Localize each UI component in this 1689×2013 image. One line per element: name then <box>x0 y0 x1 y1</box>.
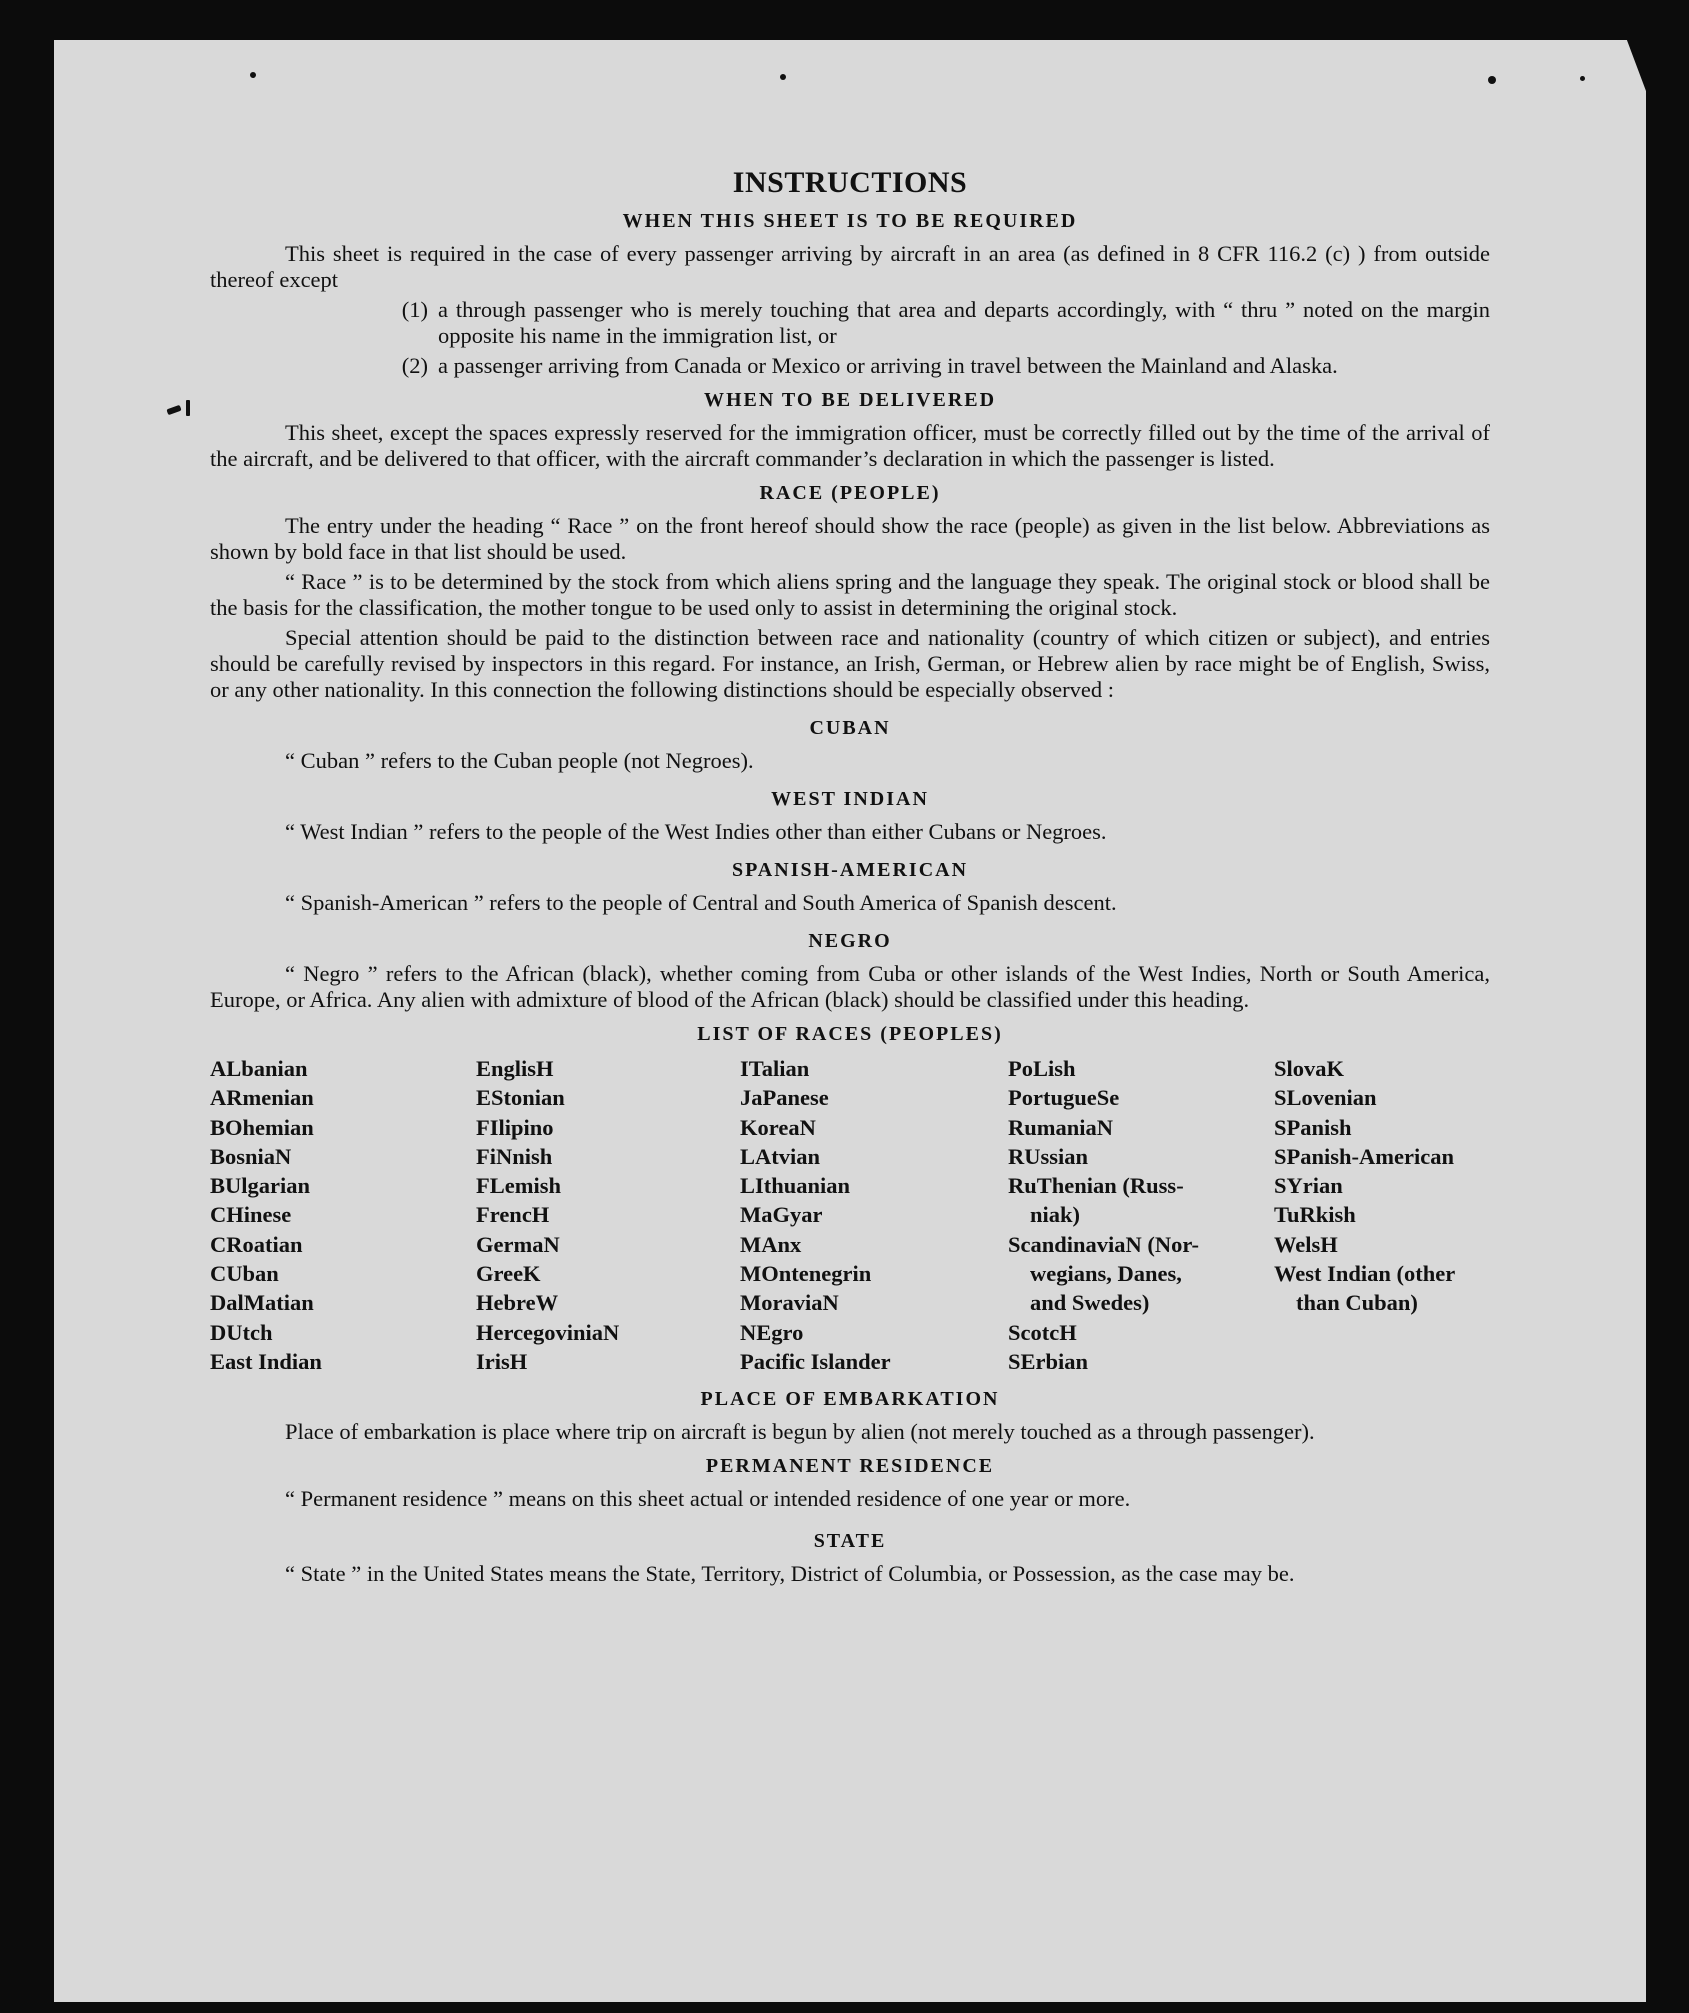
race-entry: MOntenegrin <box>740 1261 872 1287</box>
race-entry: CRoatian <box>210 1231 303 1257</box>
race-entry: BOhemian <box>210 1114 314 1140</box>
section-heading-cuban: CUBAN <box>809 717 891 739</box>
section-heading-when-required: WHEN THIS SHEET IS TO BE REQUIRED <box>622 210 1078 232</box>
races-column <box>210 1054 476 1376</box>
section-heading-permanent-residence: PERMANENT RESIDENCE <box>705 1455 995 1478</box>
paragraph: Special attention should be paid to the distinction between race and nationality (country of which citizen or subject), and entries should be carefully revised by inspectors in this regard. For instance, an Irish, German, or Hebrew alien by race might be of English, Swiss, or any other nationality. In this connection the following distinctions should be especially observed : <box>210 625 1490 702</box>
item-number: (1) <box>401 297 428 322</box>
paragraph: This sheet, except the spaces expressly reserved for the immigration officer, must be correctly filled out by the time of the arrival of the aircraft, and be delivered to that officer, with the aircraft commander’s declaration in which the passenger is listed. <box>210 420 1490 471</box>
section-heading-list-of-races: LIST OF RACES (PEOPLES) <box>697 1023 1003 1045</box>
races-column <box>1274 1054 1490 1376</box>
race-entry: West Indian (other <box>1274 1261 1456 1287</box>
paragraph: “ State ” in the United States means the State, Territory, District of Columbia, or Possession, as the case may be. <box>285 1561 1295 1587</box>
race-entry: FrencH <box>476 1202 550 1228</box>
speck-mark <box>780 74 786 80</box>
race-entry: HercegoviniaN <box>476 1319 620 1345</box>
section-heading-when-delivered: WHEN TO BE DELIVERED <box>703 389 997 411</box>
races-column <box>740 1054 1008 1376</box>
race-entry: SLovenian <box>1274 1085 1377 1111</box>
instructions-content <box>210 166 1490 1587</box>
race-entry: CHinese <box>210 1202 292 1228</box>
races-column <box>476 1054 740 1376</box>
speck-mark <box>250 72 256 78</box>
paragraph: “ Negro ” refers to the African (black), whether coming from Cuba or other islands of the West Indies, North or South America, Europe, or Africa. Any alien with admixture of blood of the African (black) should be classified under this heading. <box>210 961 1490 1012</box>
race-entry: EStonian <box>476 1085 565 1111</box>
race-entry: SYrian <box>1274 1173 1343 1199</box>
paragraph: “ Cuban ” refers to the Cuban people (not Negroes). <box>285 748 754 773</box>
race-entry: MoraviaN <box>740 1290 839 1316</box>
section-heading-place-of-embarkation: PLACE OF EMBARKATION <box>700 1388 1000 1411</box>
race-entry: FiNnish <box>476 1143 553 1169</box>
race-entry-continued: than Cuban) <box>1296 1290 1418 1316</box>
race-entry: NEgro <box>740 1319 804 1345</box>
race-entry: RUssian <box>1008 1143 1089 1169</box>
race-entry: FIlipino <box>476 1114 554 1140</box>
speck-mark <box>1488 76 1496 84</box>
section-heading-spanish-american: SPANISH-AMERICAN <box>731 859 969 881</box>
race-entry: ARmenian <box>210 1085 314 1111</box>
section-heading-negro: NEGRO <box>808 930 892 952</box>
race-entry: EnglisH <box>476 1056 554 1081</box>
paragraph: “ West Indian ” refers to the people of the West Indies other than either Cubans or Negroes. <box>285 819 1107 844</box>
race-entry: MaGyar <box>740 1202 823 1228</box>
race-entry: LIthuanian <box>740 1173 851 1199</box>
race-entry: ScandinaviaN (Nor- <box>1008 1231 1200 1257</box>
speck-mark <box>1580 76 1585 81</box>
race-entry: GermaN <box>476 1231 560 1257</box>
speck-mark <box>186 400 190 416</box>
list-item <box>210 297 1490 349</box>
race-entry: BosniaN <box>210 1143 292 1169</box>
race-entry: SlovaK <box>1274 1056 1345 1081</box>
race-entry: SErbian <box>1008 1348 1089 1374</box>
list-item <box>210 353 1490 379</box>
item-text: a passenger arriving from Canada or Mexico or arriving in travel between the Mainland and Alaska. <box>438 353 1338 378</box>
paragraph: “ Race ” is to be determined by the stock from which aliens spring and the language they speak. The original stock or blood shall be the basis for the classification, the mother tongue to be used only to assist in determining the original stock. <box>210 569 1490 620</box>
page-title: INSTRUCTIONS <box>732 166 968 199</box>
paragraph: “ Permanent residence ” means on this sheet actual or intended residence of one year or more. <box>285 1486 1131 1512</box>
race-entry: ITalian <box>740 1056 810 1081</box>
race-entry: HebreW <box>476 1290 559 1316</box>
race-entry: RuThenian (Russ- <box>1008 1173 1184 1199</box>
item-number: (2) <box>401 353 428 378</box>
paragraph: The entry under the heading “ Race ” on the front hereof should show the race (people) as given in the list below. Abbreviations as shown by bold face in that list should be used. <box>210 513 1490 564</box>
race-entry-continued: and Swedes) <box>1030 1290 1150 1316</box>
race-entry: PortugueSe <box>1008 1085 1120 1111</box>
race-entry: TuRkish <box>1274 1202 1356 1228</box>
race-entry: BUlgarian <box>210 1173 311 1199</box>
race-entry: WelsH <box>1274 1231 1338 1257</box>
race-entry: FLemish <box>476 1173 562 1199</box>
section-heading-state: STATE <box>813 1530 887 1553</box>
item-text: a through passenger who is merely touching that area and departs accordingly, with “ thru ” noted on the margin opposite his name in the immigration list, or <box>438 297 1490 348</box>
race-entry-continued: niak) <box>1030 1202 1081 1228</box>
race-entry: East Indian <box>210 1348 322 1374</box>
section-heading-west-indian: WEST INDIAN <box>771 788 929 810</box>
race-entry: Pacific Islander <box>740 1348 891 1374</box>
race-entry: DalMatian <box>210 1290 314 1316</box>
race-entry: RumaniaN <box>1008 1114 1114 1140</box>
race-entry: DUtch <box>210 1319 273 1345</box>
race-entry: ALbanian <box>210 1056 308 1081</box>
race-entry: PoLish <box>1008 1056 1076 1081</box>
race-entry: IrisH <box>476 1348 528 1374</box>
paragraph: Place of embarkation is place where trip on aircraft is begun by alien (not merely touched as a through passenger). <box>285 1419 1315 1445</box>
section-heading-race: RACE (PEOPLE) <box>759 482 941 504</box>
race-entry: SPanish-American <box>1274 1143 1454 1169</box>
race-entry: KoreaN <box>740 1114 816 1140</box>
race-entry: GreeK <box>476 1261 541 1287</box>
paragraph: “ Spanish-American ” refers to the people of Central and South America of Spanish descent. <box>285 890 1117 915</box>
race-entry: SPanish <box>1274 1114 1352 1140</box>
race-entry: MAnx <box>740 1231 802 1257</box>
race-entry-continued: wegians, Danes, <box>1030 1261 1182 1287</box>
race-entry: LAtvian <box>740 1143 821 1169</box>
paragraph: This sheet is required in the case of every passenger arriving by aircraft in an area (as defined in 8 CFR 116.2 (c) ) from outside thereof except <box>210 241 1490 292</box>
races-list <box>210 1054 1490 1376</box>
race-entry: ScotcH <box>1008 1319 1077 1345</box>
race-entry: JaPanese <box>740 1085 829 1111</box>
race-entry: CUban <box>210 1261 279 1287</box>
speck-mark <box>166 405 181 415</box>
races-column <box>1008 1054 1274 1376</box>
